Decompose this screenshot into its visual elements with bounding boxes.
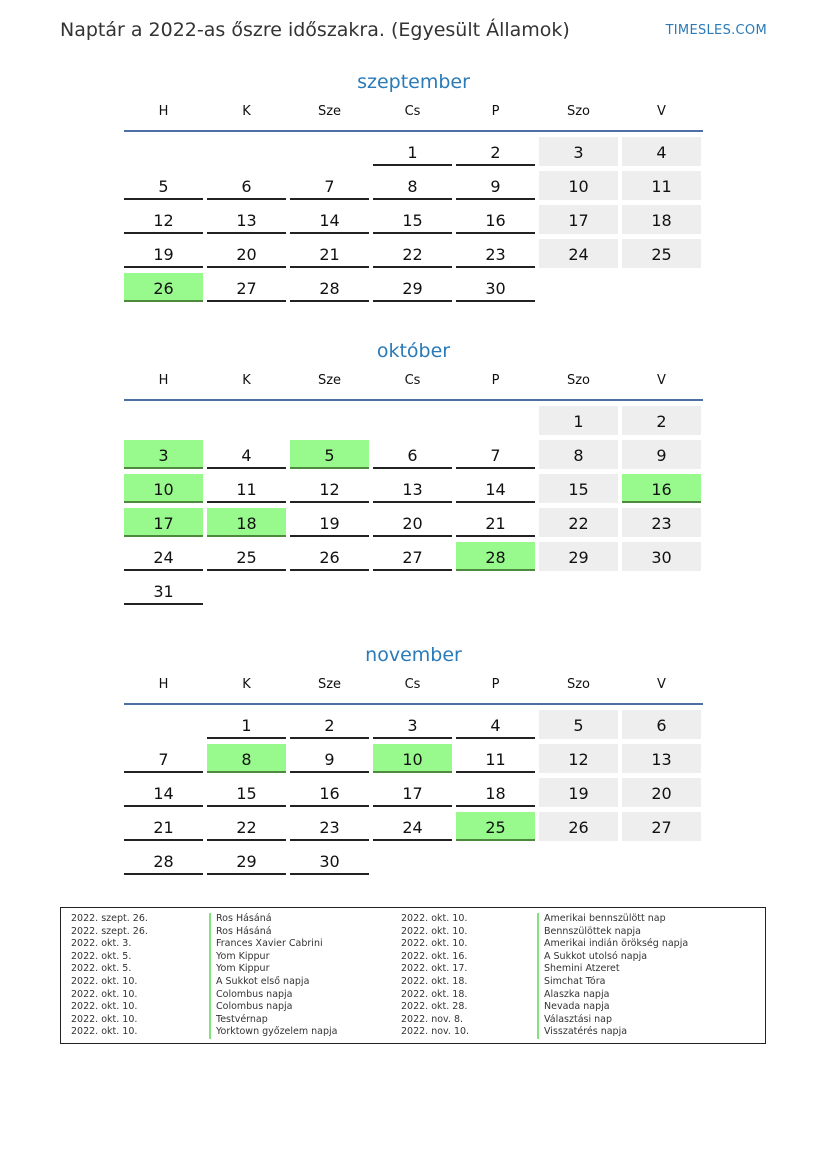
- legend-date: 2022. nov. 10.: [401, 1026, 470, 1038]
- day-cell: 12: [539, 744, 618, 773]
- legend-date: 2022. nov. 8.: [401, 1013, 464, 1025]
- legend-holiday-name: Frances Xavier Cabrini: [209, 938, 338, 951]
- month-november: [124, 642, 703, 875]
- legend-date: 2022. okt. 10.: [71, 1026, 138, 1038]
- legend-date: 2022. okt. 3.: [71, 938, 132, 950]
- weekday-label: Szo: [566, 373, 591, 388]
- weekday-label: Cs: [404, 373, 421, 388]
- empty-cell: [207, 137, 286, 166]
- legend-holiday-name: Yom Kippur: [209, 963, 338, 976]
- day-grid: [124, 137, 703, 302]
- day-cell: 29: [539, 542, 618, 571]
- weekday-label: K: [242, 104, 251, 119]
- day-cell: 4: [456, 710, 535, 739]
- day-cell: 22: [373, 239, 452, 268]
- day-cell: 24: [373, 812, 452, 841]
- holiday-day-cell: 10: [373, 744, 452, 773]
- day-cell: 3: [539, 137, 618, 166]
- day-grid: [124, 710, 703, 875]
- day-cell: 10: [539, 171, 618, 200]
- day-cell: 16: [290, 778, 369, 807]
- empty-cell: [290, 406, 369, 435]
- day-cell: 26: [539, 812, 618, 841]
- legend-holiday-name: Testvérnap: [209, 1014, 338, 1027]
- day-cell: 21: [456, 508, 535, 537]
- day-cell: 15: [373, 205, 452, 234]
- day-cell: 31: [124, 576, 203, 605]
- day-cell: 11: [207, 474, 286, 503]
- day-cell: 24: [539, 239, 618, 268]
- holiday-day-cell: 25: [456, 812, 535, 841]
- day-cell: 11: [456, 744, 535, 773]
- day-cell: 21: [290, 239, 369, 268]
- day-cell: 20: [622, 778, 701, 807]
- weekday-label: P: [491, 677, 500, 692]
- month-october: [124, 338, 703, 605]
- month-title: szeptember: [357, 71, 470, 93]
- day-cell: 5: [539, 710, 618, 739]
- legend-date: 2022. okt. 28.: [401, 1001, 468, 1013]
- day-cell: 14: [456, 474, 535, 503]
- day-cell: 13: [207, 205, 286, 234]
- page-title: Naptár a 2022-as őszre időszakra. (Egyesült Államok): [60, 19, 570, 41]
- day-cell: 18: [456, 778, 535, 807]
- day-cell: 2: [622, 406, 701, 435]
- month-title: október: [376, 340, 451, 362]
- weekday-label: K: [242, 677, 251, 692]
- empty-cell: [124, 137, 203, 166]
- weekday-label: P: [491, 373, 500, 388]
- legend-date: 2022. okt. 10.: [71, 1001, 138, 1013]
- day-cell: 19: [290, 508, 369, 537]
- legend-holiday-name: Nevada napja: [537, 1001, 688, 1014]
- day-cell: 6: [207, 171, 286, 200]
- day-cell: 29: [207, 846, 286, 875]
- weekday-header: [124, 672, 703, 698]
- day-cell: 11: [622, 171, 701, 200]
- legend-holiday-name: Colombus napja: [209, 989, 338, 1002]
- day-cell: 14: [290, 205, 369, 234]
- legend-holiday-name: Amerikai indián örökség napja: [537, 938, 688, 951]
- day-cell: 26: [290, 542, 369, 571]
- holiday-day-cell: 26: [124, 273, 203, 302]
- day-cell: 14: [124, 778, 203, 807]
- day-cell: 30: [290, 846, 369, 875]
- day-cell: 21: [124, 812, 203, 841]
- day-cell: 1: [539, 406, 618, 435]
- holiday-day-cell: 5: [290, 440, 369, 469]
- legend-holiday-name: Colombus napja: [209, 1001, 338, 1014]
- empty-cell: [207, 406, 286, 435]
- legend-date: 2022. szept. 26.: [71, 925, 148, 937]
- legend-holiday-name: Ros Hásáná: [209, 926, 338, 939]
- day-cell: 15: [207, 778, 286, 807]
- day-cell: 15: [539, 474, 618, 503]
- legend-holiday-name: Visszatérés napja: [537, 1026, 688, 1039]
- legend-date: 2022. okt. 16.: [401, 950, 468, 962]
- legend-names-right: [537, 913, 688, 1039]
- day-cell: 28: [290, 273, 369, 302]
- day-cell: 13: [373, 474, 452, 503]
- day-cell: 23: [622, 508, 701, 537]
- weekday-label: Cs: [404, 104, 421, 119]
- header-divider: [124, 703, 703, 705]
- legend-date: 2022. okt. 10.: [71, 975, 138, 987]
- legend-holiday-name: Alaszka napja: [537, 989, 688, 1002]
- day-cell: 4: [207, 440, 286, 469]
- day-cell: 7: [124, 744, 203, 773]
- day-cell: 1: [373, 137, 452, 166]
- legend-date: 2022. okt. 5.: [71, 963, 132, 975]
- weekday-label: Sze: [317, 677, 342, 692]
- header-divider: [124, 130, 703, 132]
- legend-date: 2022. okt. 17.: [401, 963, 468, 975]
- legend-names-left: [209, 913, 338, 1039]
- day-cell: 4: [622, 137, 701, 166]
- day-cell: 30: [622, 542, 701, 571]
- day-cell: 1: [207, 710, 286, 739]
- legend-date: 2022. okt. 18.: [401, 988, 468, 1000]
- holiday-legend: [60, 907, 766, 1044]
- day-cell: 19: [124, 239, 203, 268]
- weekday-label: Szo: [566, 104, 591, 119]
- legend-date: 2022. okt. 10.: [401, 925, 468, 937]
- legend-holiday-name: Yom Kippur: [209, 951, 338, 964]
- brand-link[interactable]: TIMESLES.COM: [665, 23, 767, 38]
- weekday-label: H: [158, 104, 169, 119]
- day-cell: 27: [207, 273, 286, 302]
- day-cell: 6: [622, 710, 701, 739]
- day-cell: 6: [373, 440, 452, 469]
- legend-date: 2022. okt. 10.: [401, 938, 468, 950]
- day-cell: 25: [622, 239, 701, 268]
- day-cell: 18: [622, 205, 701, 234]
- day-cell: 22: [539, 508, 618, 537]
- day-cell: 29: [373, 273, 452, 302]
- empty-cell: [290, 137, 369, 166]
- holiday-day-cell: 17: [124, 508, 203, 537]
- legend-date: 2022. okt. 10.: [71, 988, 138, 1000]
- day-cell: 5: [124, 171, 203, 200]
- legend-dates-left: [71, 913, 148, 1039]
- day-cell: 13: [622, 744, 701, 773]
- day-cell: 12: [290, 474, 369, 503]
- day-cell: 16: [456, 205, 535, 234]
- legend-holiday-name: Bennszülöttek napja: [537, 926, 688, 939]
- day-cell: 8: [373, 171, 452, 200]
- legend-holiday-name: Ros Hásáná: [209, 913, 338, 926]
- day-cell: 7: [290, 171, 369, 200]
- day-grid: [124, 406, 703, 605]
- legend-holiday-name: Amerikai bennszülött nap: [537, 913, 688, 926]
- legend-holiday-name: Shemini Atzeret: [537, 963, 688, 976]
- legend-dates-right: [401, 913, 469, 1039]
- day-cell: 9: [622, 440, 701, 469]
- holiday-day-cell: 8: [207, 744, 286, 773]
- day-cell: 25: [207, 542, 286, 571]
- day-cell: 9: [456, 171, 535, 200]
- legend-holiday-name: Választási nap: [537, 1014, 688, 1027]
- weekday-label: Cs: [404, 677, 421, 692]
- weekday-label: K: [242, 373, 251, 388]
- day-cell: 12: [124, 205, 203, 234]
- legend-holiday-name: A Sukkot utolsó napja: [537, 951, 688, 964]
- weekday-label: P: [491, 104, 500, 119]
- empty-cell: [124, 710, 203, 739]
- weekday-label: V: [657, 104, 666, 119]
- day-cell: 30: [456, 273, 535, 302]
- day-cell: 7: [456, 440, 535, 469]
- holiday-day-cell: 18: [207, 508, 286, 537]
- weekday-label: Szo: [566, 677, 591, 692]
- day-cell: 22: [207, 812, 286, 841]
- legend-date: 2022. okt. 10.: [401, 913, 468, 924]
- weekday-label: Sze: [317, 373, 342, 388]
- day-cell: 17: [373, 778, 452, 807]
- day-cell: 23: [290, 812, 369, 841]
- legend-holiday-name: Simchat Tóra: [537, 976, 688, 989]
- day-cell: 9: [290, 744, 369, 773]
- legend-date: 2022. okt. 10.: [71, 1013, 138, 1025]
- day-cell: 27: [622, 812, 701, 841]
- day-cell: 23: [456, 239, 535, 268]
- legend-holiday-name: Yorktown győzelem napja: [209, 1026, 338, 1039]
- day-cell: 20: [207, 239, 286, 268]
- legend-date: 2022. szept. 26.: [71, 913, 148, 924]
- legend-date: 2022. okt. 18.: [401, 975, 468, 987]
- weekday-header: [124, 368, 703, 394]
- month-title: november: [365, 644, 462, 666]
- day-cell: 3: [373, 710, 452, 739]
- day-cell: 24: [124, 542, 203, 571]
- holiday-day-cell: 3: [124, 440, 203, 469]
- legend-holiday-name: A Sukkot első napja: [209, 976, 338, 989]
- weekday-label: V: [657, 373, 666, 388]
- weekday-label: Sze: [317, 104, 342, 119]
- day-cell: 19: [539, 778, 618, 807]
- header-divider: [124, 399, 703, 401]
- empty-cell: [456, 406, 535, 435]
- empty-cell: [124, 406, 203, 435]
- weekday-label: H: [158, 373, 169, 388]
- day-cell: 20: [373, 508, 452, 537]
- empty-cell: [373, 406, 452, 435]
- day-cell: 17: [539, 205, 618, 234]
- weekday-label: H: [158, 677, 169, 692]
- day-cell: 27: [373, 542, 452, 571]
- legend-date: 2022. okt. 5.: [71, 950, 132, 962]
- day-cell: 2: [290, 710, 369, 739]
- weekday-header: [124, 99, 703, 125]
- day-cell: 28: [124, 846, 203, 875]
- holiday-day-cell: 10: [124, 474, 203, 503]
- holiday-day-cell: 28: [456, 542, 535, 571]
- month-september: [124, 69, 703, 302]
- weekday-label: V: [657, 677, 666, 692]
- day-cell: 8: [539, 440, 618, 469]
- day-cell: 2: [456, 137, 535, 166]
- holiday-day-cell: 16: [622, 474, 701, 503]
